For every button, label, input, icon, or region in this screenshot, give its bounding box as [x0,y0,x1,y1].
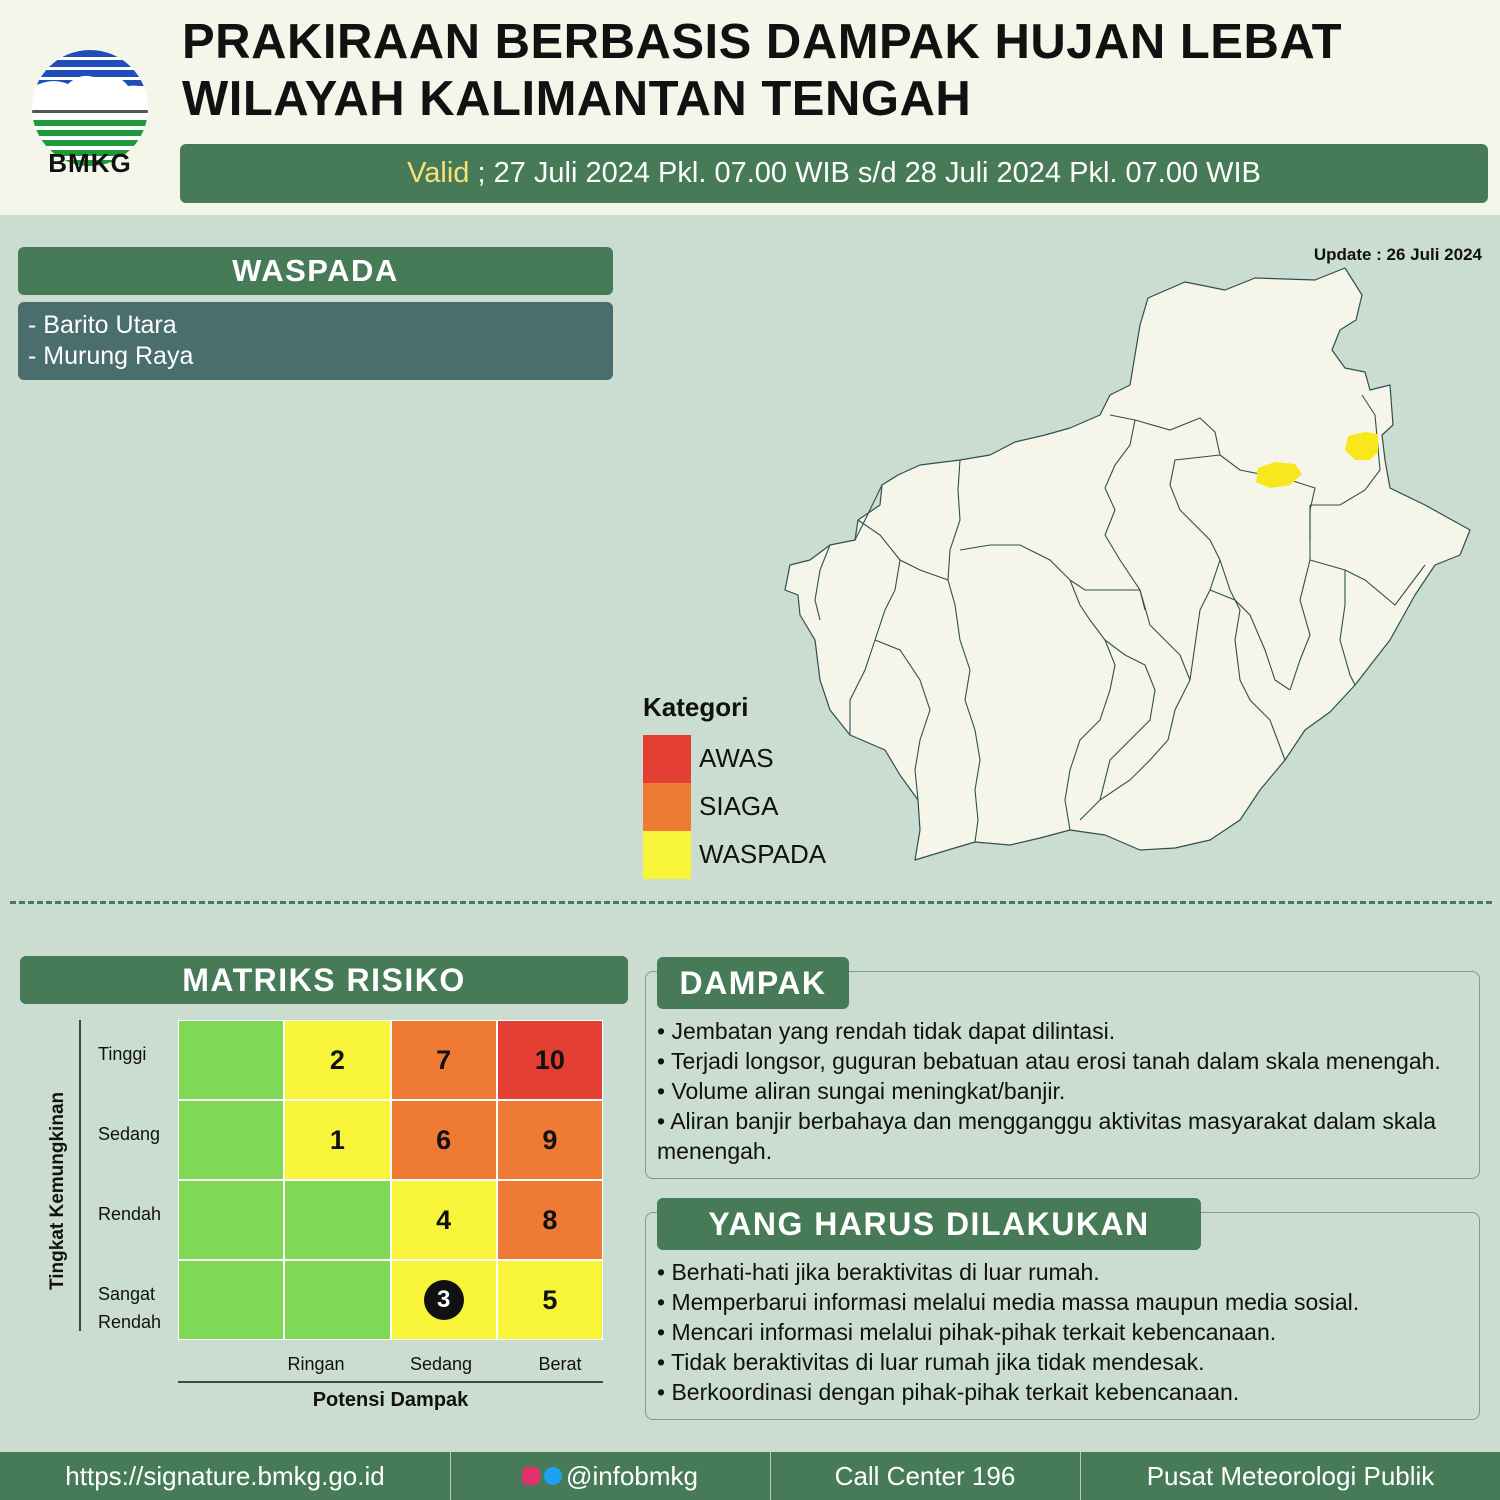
matrix-cell: 1 [285,1101,389,1179]
matrix-cell: 10 [498,1021,602,1099]
matrix-row-label-sedang: Sedang [98,1124,161,1144]
legend-item-siaga [643,783,863,831]
footer [0,1452,1500,1500]
matrix-cell: 5 [498,1261,602,1339]
matrix-col-label-sedang: Sedang [409,1354,473,1374]
instagram-icon [522,1467,540,1485]
matrix-cell [179,1101,283,1179]
list-item: • Aliran banjir berbahaya dan mengganggu aktivitas masyarakat dalam skala menengah. [657,1108,1437,1164]
dampak-header: DAMPAK [657,957,849,1009]
matrix-col-label-ringan: Ringan [287,1354,345,1374]
matrix-y-axis-line [79,1020,81,1331]
footer-call-center: Call Center 196 [834,1461,1016,1491]
matrix-y-axis-label: Tingkat Kemungkinan [47,1091,68,1290]
footer-social[interactable] [451,1452,769,1500]
matrix-cell: 9 [498,1101,602,1179]
matrix-x-axis-line [178,1381,603,1383]
list-item: • Jembatan yang rendah tidak dapat dilintasi. [657,1018,1116,1044]
matrix-cell: 2 [285,1021,389,1099]
alert-region-list [18,302,613,380]
social-handle: @infobmkg [566,1461,698,1491]
footer-website-link[interactable]: https://signature.bmkg.go.id [65,1461,385,1491]
twitter-icon [544,1467,562,1485]
matrix-cell [285,1261,389,1339]
matrix-cell: 7 [392,1021,496,1099]
kalimantan-tengah-map [770,260,1490,880]
legend-item-waspada [643,831,863,879]
page-title [182,14,1342,128]
legend-item-awas [643,735,863,783]
list-item: • Berhati-hati jika beraktivitas di luar rumah. [657,1259,1100,1285]
logo-text: BMKG [48,148,132,178]
title-line-2: WILAYAH KALIMANTAN TENGAH [182,72,972,126]
matrix-cell [179,1021,283,1099]
legend-swatch [643,831,691,879]
list-item: • Terjadi longsor, guguran bebatuan atau erosi tanah dalam skala menengah. [657,1048,1441,1074]
list-item: • Berkoordinasi dengan pihak-pihak terkait kebencanaan. [657,1379,1240,1405]
risk-matrix-header: MATRIKS RISIKO [20,956,628,1004]
legend-label: WASPADA [699,839,827,869]
section-divider [10,901,1492,904]
matrix-row-label-sangat-rendah: Sangat Rendah [98,1284,162,1332]
title-line-1: PRAKIRAAN BERBASIS DAMPAK HUJAN LEBAT [182,15,1343,69]
matrix-col-label-berat: Berat [538,1354,582,1374]
matrix-row-label-tinggi: Tinggi [98,1044,147,1064]
valid-label: Valid [407,157,470,189]
matrix-x-axis-label: Potensi Dampak [312,1389,469,1411]
legend-label: SIAGA [699,791,779,821]
actions-header: YANG HARUS DILAKUKAN [657,1198,1201,1250]
update-date: Update : 26 Juli 2024 [1313,245,1482,264]
list-item: • Mencari informasi melalui pihak-pihak terkait kebencanaan. [657,1319,1277,1345]
alert-region-item: - Murung Raya [28,342,194,370]
matrix-cell [179,1261,283,1339]
list-item: • Volume aliran sungai meningkat/banjir. [657,1078,1066,1104]
alert-level-header: WASPADA [18,247,613,295]
matrix-cell: 6 [392,1101,496,1179]
dampak-list [657,1016,1472,1166]
valid-period-text: ; 27 Juli 2024 Pkl. 07.00 WIB s/d 28 Juli 2024 Pkl. 07.00 WIB [469,157,1261,189]
legend-swatch [643,783,691,831]
matrix-cell: 4 [392,1181,496,1259]
risk-matrix-grid [178,1020,603,1340]
selected-risk-marker: 3 [424,1280,464,1320]
legend-swatch [643,735,691,783]
valid-period-bar [180,144,1488,203]
legend-label: AWAS [699,743,774,773]
matrix-cell-selected [392,1261,496,1339]
alert-region-item: - Barito Utara [28,311,177,339]
header [0,0,1500,215]
list-item: • Tidak beraktivitas di luar rumah jika tidak mendesak. [657,1349,1205,1375]
matrix-cell [179,1181,283,1259]
matrix-cell: 8 [498,1181,602,1259]
map-region-outline [785,268,1470,860]
legend-title: Kategori [643,692,749,722]
matrix-row-label-rendah: Rendah [98,1204,162,1224]
footer-organization: Pusat Meteorologi Publik [1146,1461,1435,1491]
actions-list [657,1257,1472,1407]
matrix-cell [285,1181,389,1259]
list-item: • Memperbarui informasi melalui media massa maupun media sosial. [657,1289,1360,1315]
